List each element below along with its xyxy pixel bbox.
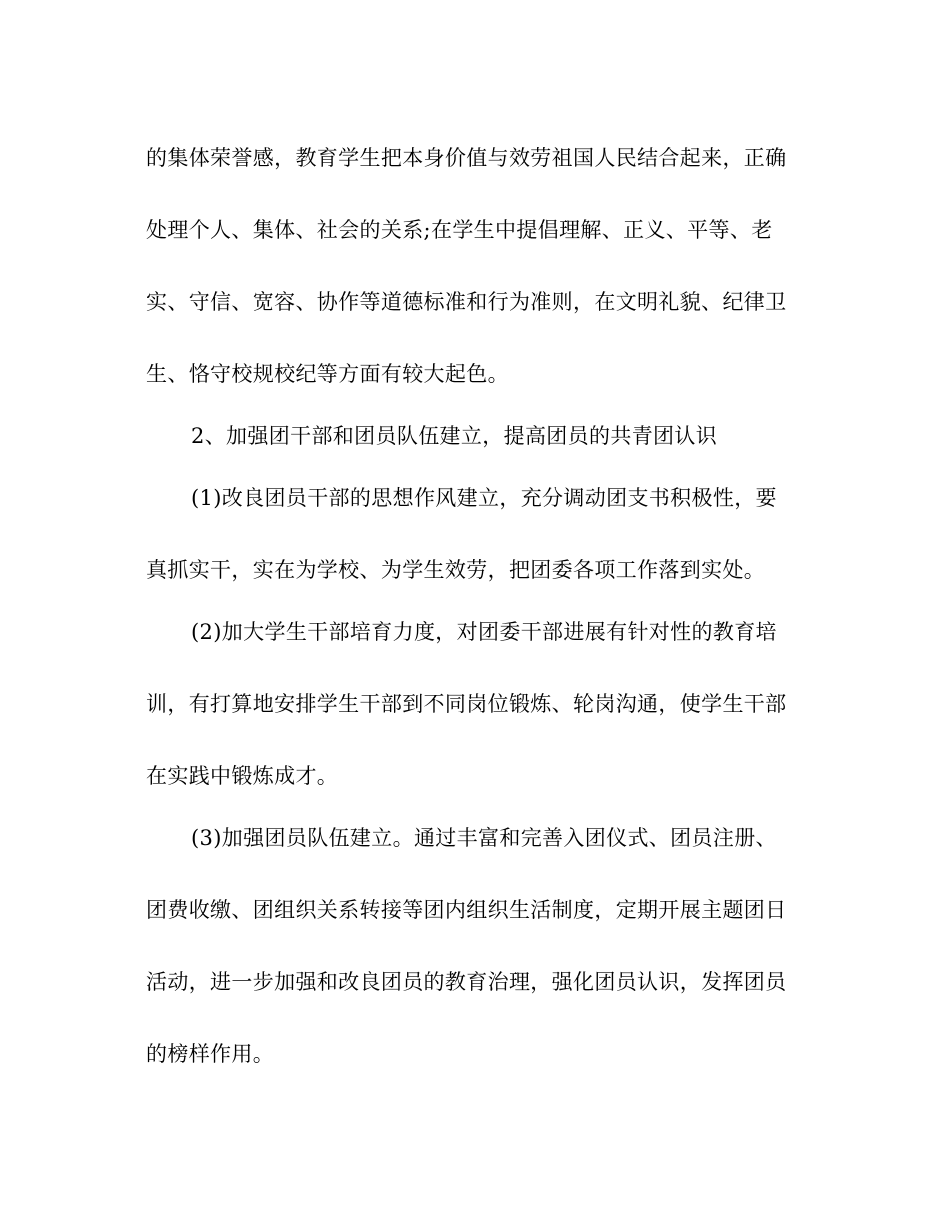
text-line: 活动，进一步加强和改良团员的教育治理，强化团员认识，发挥团员: [146, 970, 787, 994]
text-line: 团费收缴、团组织关系转接等团内组织生活制度，定期开展主题团日: [146, 898, 787, 922]
text-line: (1)改良团员干部的思想作风建立，充分调动团支书积极性，要: [191, 486, 777, 510]
text-line: 训，有打算地安排学生干部到不同岗位锻炼、轮岗沟通，使学生干部: [146, 692, 787, 716]
text-line: (3)加强团员队伍建立。通过丰富和完善入团仪式、团员注册、: [191, 826, 777, 850]
text-line: 生、恪守校规校纪等方面有较大起色。: [146, 362, 509, 386]
text-line: 处理个人、集体、社会的关系;在学生中提倡理解、正义、平等、老: [146, 218, 773, 242]
section-heading: 2、加强团干部和团员队伍建立，提高团员的共青团认识: [191, 424, 718, 448]
text-line: 的榜样作用。: [146, 1042, 275, 1066]
text-line: 在实践中锻炼成才。: [146, 764, 339, 788]
text-line: 真抓实干，实在为学校、为学生效劳，把团委各项工作落到实处。: [146, 558, 766, 582]
text-line: (2)加大学生干部培育力度，对团委干部进展有针对性的教育培: [191, 620, 777, 644]
text-line: 的集体荣誉感，教育学生把本身价值与效劳祖国人民结合起来，正确: [146, 146, 787, 170]
text-line: 实、守信、宽容、协作等道德标准和行为准则，在文明礼貌、纪律卫: [146, 290, 787, 314]
